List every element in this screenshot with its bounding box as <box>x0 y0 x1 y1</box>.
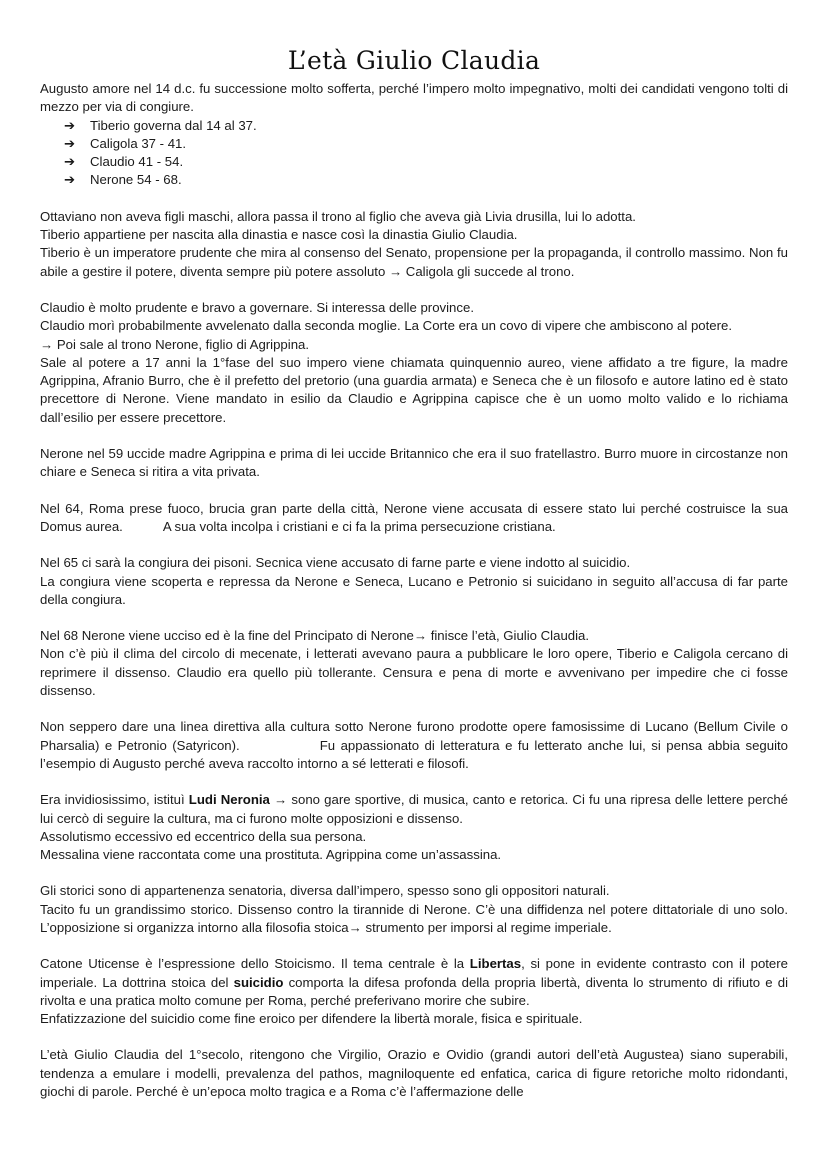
paragraph-ottaviano: Ottaviano non aveva figli maschi, allora passa il trono al figlio che aveva già Livia drusilla, lui lo adotta. <box>40 208 636 224</box>
paragraph-year-64: Nel 64, Roma prese fuoco, brucia gran parte della città, Nerone viene accusata di essere stato lui perché costruisce la sua Domus aurea. A sua volta incolpa i cristiani e ci fa la prima persecuzione cristiana. <box>40 500 788 534</box>
page-title: L’età Giulio Claudia <box>287 46 541 75</box>
libertas-term: Libertas <box>469 956 522 972</box>
arrow-bullet-icon: ➔ <box>64 135 76 151</box>
paragraph-year-65: Nel 65 ci sarà la congiura dei pisoni. Secnica viene accusato di farne parte e viene indotto al suicidio. <box>40 555 631 571</box>
paragraph-censura: Non c’è più il clima del circolo di mecenate, i letterati avevano paura a pubblicare le loro opere, Tiberio e Caligola cercano di reprimere il dissenso. Claudio era quello più tollerante. Censura e pena di morte e avvenivano per impedire che ci fosse dissenso. <box>40 646 788 699</box>
paragraph-nerone-throne: → Poi sale al trono Nerone, figlio di Agrippina. <box>40 336 310 352</box>
paragraph-claudio: Claudio è molto prudente e bravo a governare. Si interessa delle province. <box>40 299 474 315</box>
intro-paragraph: Augusto amore nel 14 d.c. fu successione molto sofferta, perché l’impero molto impegnativo, molti dei candidati vengono tolti di mezzo per via di congiure. <box>40 81 788 115</box>
list-item: ➔ Claudio 41 - 54. <box>64 153 788 171</box>
document-page <box>40 46 788 1101</box>
paragraph-enfatizzazione: Enfatizzazione del suicidio come fine eroico per difendere la libertà morale, fisica e spirituale. <box>40 1011 583 1027</box>
arrow-bullet-icon: ➔ <box>64 172 76 188</box>
paragraph-tiberio-dynasty: Tiberio appartiene per nascita alla dinastia e nasce così la dinastia Giulio Claudia. <box>40 227 518 243</box>
paragraph-cultura: Non seppero dare una linea direttiva alla cultura sotto Nerone furono prodotte opere famosissime di Lucano (Bellum Civile o Pharsalia) e Petronio (Satyricon). Fu appassionato di letteratura e fu letterato anche lui, si pensa abbia seguito l’esempio di Augusto perché aveva raccolto intorno a sé letterati e filosofi. <box>40 719 788 771</box>
paragraph-year-68: Nel 68 Nerone viene ucciso ed è la fine del Principato di Nerone→ finisce l’età, Giulio Claudia. <box>40 628 590 644</box>
list-item: ➔ Nerone 54 - 68. <box>64 171 788 189</box>
suicidio-term: suicidio <box>233 974 284 990</box>
paragraph-assolutismo: Assolutismo eccessivo ed eccentrico della sua persona. <box>40 828 367 844</box>
list-item: ➔ Caligola 37 - 41. <box>64 135 788 153</box>
paragraph-congiura: La congiura viene scoperta e repressa da Nerone e Seneca, Lucano e Petronio si suicidano in seguito all’accusa di far parte della congiura. <box>40 573 788 607</box>
paragraph-storici: Gli storici sono di appartenenza senatoria, diversa dall’impero, spesso sono gli oppositori naturali. <box>40 883 610 899</box>
paragraph-eta-primo-secolo: L’età Giulio Claudia del 1°secolo, ritengono che Virgilio, Orazio e Ovidio (grandi autori dell’età Augustea) siano superabili, tendenza a emulare i modelli, prevalenza del pathos, magniloquente ed enfatica, carica di figure retoriche molto ridondanti, giochi di parole. Perché è un’epoca molto tragica e a Roma c’è l’affermazione delle <box>40 1047 788 1100</box>
paragraph-catone: Catone Uticense è l’espressione dello Stoicismo. Il tema centrale è la Libertas, si pone in evidente contrasto con il potere imperiale. La dottrina stoica del suicidio comporta la difesa profonda della propria libertà, diventa lo strumento di rifiuto e di rivolta e una pratica molto comune per Roma, perché preferivano morire che subire. <box>40 956 788 1008</box>
ludi-neronia-term: Ludi Neronia <box>188 792 270 808</box>
paragraph-ludi-neronia: Era invidiosissimo, istituì Ludi Neronia → sono gare sportive, di musica, canto e retorica. Ci fu una ripresa delle lettere perché lui cercò di seguire la cultura, ma ci furono molte opposizioni e dissenso. <box>40 792 788 826</box>
paragraph-claudio-death: Claudio morì probabilmente avvelenato dalla seconda moglie. La Corte era un covo di vipere che ambiscono al potere. <box>40 318 733 334</box>
paragraph-messalina: Messalina viene raccontata come una prostituta. Agrippina come un’assassina. <box>40 847 502 863</box>
arrow-bullet-icon: ➔ <box>64 154 76 170</box>
paragraph-quinquennio: Sale al potere a 17 anni la 1°fase del suo impero viene chiamata quinquennio aureo, viene affidato a tre figure, la madre Agrippina, Afranio Burro, che è il prefetto del pretorio (una guardia armata) e Seneca che è un filosofo e autore latino ed è stato precettore di Nerone. Viene mandato in esilio da Claudio e Agrippina capisce che è un uomo molto valido e lo richiama dall’esilio per essere precettore. <box>40 354 788 425</box>
arrow-bullet-icon: ➔ <box>64 117 76 133</box>
paragraph-tiberio-prudent: Tiberio è un imperatore prudente che mira al consenso del Senato, propensione per la propaganda, il controllo massimo. Non fu abile a gestire il potere, diventa sempre più potere assoluto → Caligola gli succede al trono. <box>40 245 788 279</box>
paragraph-tacito: Tacito fu un grandissimo storico. Dissenso contro la tirannide di Nerone. C’è una diffidenza nel potere dittatoriale di uno solo. L’opposizione si organizza intorno alla filosofia stoica→ strumento per imporsi al regime imperiale. <box>40 901 788 935</box>
paragraph-year-59: Nerone nel 59 uccide madre Agrippina e prima di lei uccide Britannico che era il suo fratellastro. Burro muore in circostanze non chiare e Seneca si ritira a vita privata. <box>40 446 788 480</box>
list-item: ➔ Tiberio governa dal 14 al 37. <box>64 117 788 135</box>
emperors-list <box>40 117 788 190</box>
